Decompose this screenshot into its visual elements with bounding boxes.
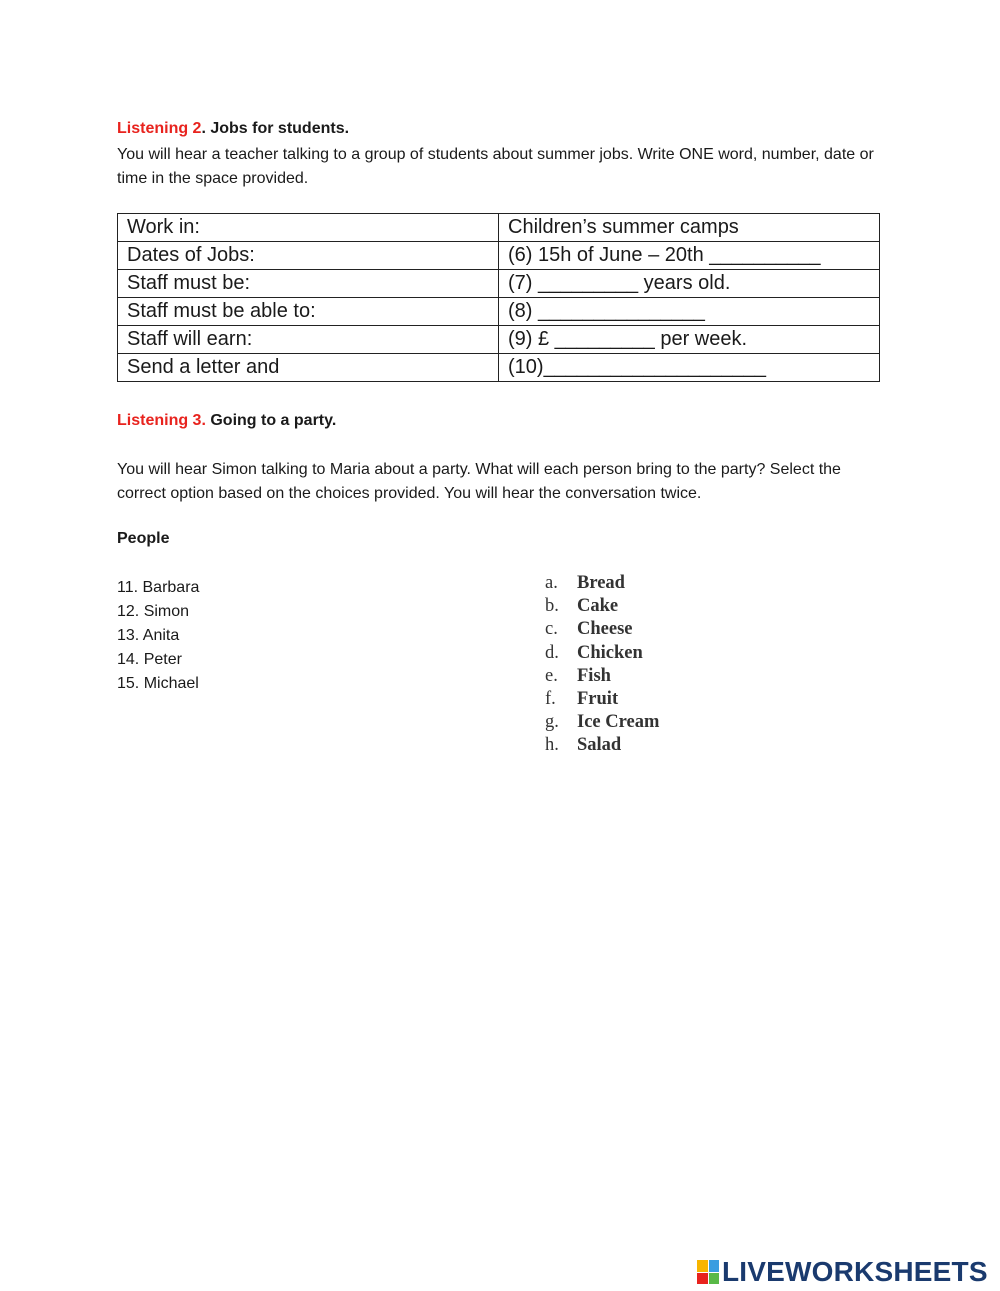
option-item bbox=[545, 618, 659, 641]
option-letter: g. bbox=[545, 712, 559, 733]
option-letter: e. bbox=[545, 665, 558, 686]
table-row bbox=[118, 354, 880, 382]
listening-2-label: Listening 2 bbox=[117, 120, 202, 137]
row-label: Staff will earn: bbox=[118, 326, 499, 354]
row-label: Staff must be able to: bbox=[118, 298, 499, 326]
option-text: Salad bbox=[577, 735, 622, 756]
option-letter: b. bbox=[545, 596, 559, 617]
jobs-table bbox=[117, 213, 880, 382]
listening-3-instructions: You will hear Simon talking to Maria about a party. What will each person bring to the party? Select the correct option based on the choices provided. You will hear the conversation twice. bbox=[117, 461, 841, 502]
option-text: Fish bbox=[577, 665, 611, 686]
row-value[interactable]: (7) _________ years old. bbox=[499, 270, 880, 298]
option-text: Cake bbox=[577, 596, 619, 617]
option-letter: a. bbox=[545, 573, 558, 593]
options-list bbox=[545, 572, 659, 758]
badge-cell bbox=[709, 1273, 720, 1285]
listening-3-heading bbox=[117, 412, 336, 430]
table-row bbox=[118, 298, 880, 326]
table-row bbox=[118, 214, 880, 242]
badge-cell bbox=[709, 1260, 720, 1272]
option-item bbox=[545, 665, 659, 688]
option-text: Fruit bbox=[577, 689, 619, 710]
liveworksheets-logo[interactable] bbox=[697, 1256, 988, 1288]
option-item bbox=[545, 642, 659, 665]
option-letter: f. bbox=[545, 689, 556, 710]
option-text: Cheese bbox=[577, 619, 633, 640]
listening-2-heading bbox=[117, 120, 349, 138]
listening-3-label: Listening 3. bbox=[117, 412, 206, 429]
row-label: Dates of Jobs: bbox=[118, 242, 499, 270]
table-row bbox=[118, 242, 880, 270]
option-letter: d. bbox=[545, 642, 559, 663]
table-row bbox=[118, 326, 880, 354]
listening-3-title: Going to a party. bbox=[205, 412, 337, 429]
option-text: Bread bbox=[577, 573, 625, 593]
badge-cell bbox=[697, 1273, 708, 1285]
list-item: 11. Barbara bbox=[117, 579, 200, 596]
option-letter: c. bbox=[545, 619, 558, 640]
people-heading: People bbox=[117, 530, 170, 547]
row-value[interactable]: (6) 15h of June – 20th __________ bbox=[499, 242, 880, 270]
listening-2-punct: . bbox=[201, 120, 206, 137]
row-label: Work in: bbox=[118, 214, 499, 242]
badge-cell bbox=[697, 1260, 708, 1272]
row-value[interactable]: (10)____________________ bbox=[499, 354, 880, 382]
option-letter: h. bbox=[545, 735, 559, 756]
row-label: Staff must be: bbox=[118, 270, 499, 298]
people-list bbox=[117, 576, 199, 696]
option-item bbox=[545, 688, 659, 711]
row-label: Send a letter and bbox=[118, 354, 499, 382]
option-item bbox=[545, 711, 659, 734]
option-text: Ice Cream bbox=[577, 712, 660, 733]
logo-badge-icon bbox=[697, 1260, 719, 1284]
table-row bbox=[118, 270, 880, 298]
list-item: 13. Anita bbox=[117, 627, 180, 644]
listening-2-title: Jobs for students. bbox=[205, 120, 350, 137]
row-value[interactable]: (9) £ _________ per week. bbox=[499, 326, 880, 354]
list-item: 14. Peter bbox=[117, 651, 182, 668]
option-item bbox=[545, 734, 659, 757]
row-value: Children’s summer camps bbox=[499, 214, 880, 242]
option-item bbox=[545, 595, 659, 618]
listening-2-instructions: You will hear a teacher talking to a group of students about summer jobs. Write ONE word, number, date or time in the space provided. bbox=[117, 146, 874, 187]
row-value[interactable]: (8) _______________ bbox=[499, 298, 880, 326]
logo-text: LIVEWORKSHEETS bbox=[722, 1256, 988, 1287]
list-item: 12. Simon bbox=[117, 603, 190, 620]
list-item: 15. Michael bbox=[117, 675, 199, 692]
option-text: Chicken bbox=[577, 642, 643, 663]
option-item bbox=[545, 572, 659, 595]
